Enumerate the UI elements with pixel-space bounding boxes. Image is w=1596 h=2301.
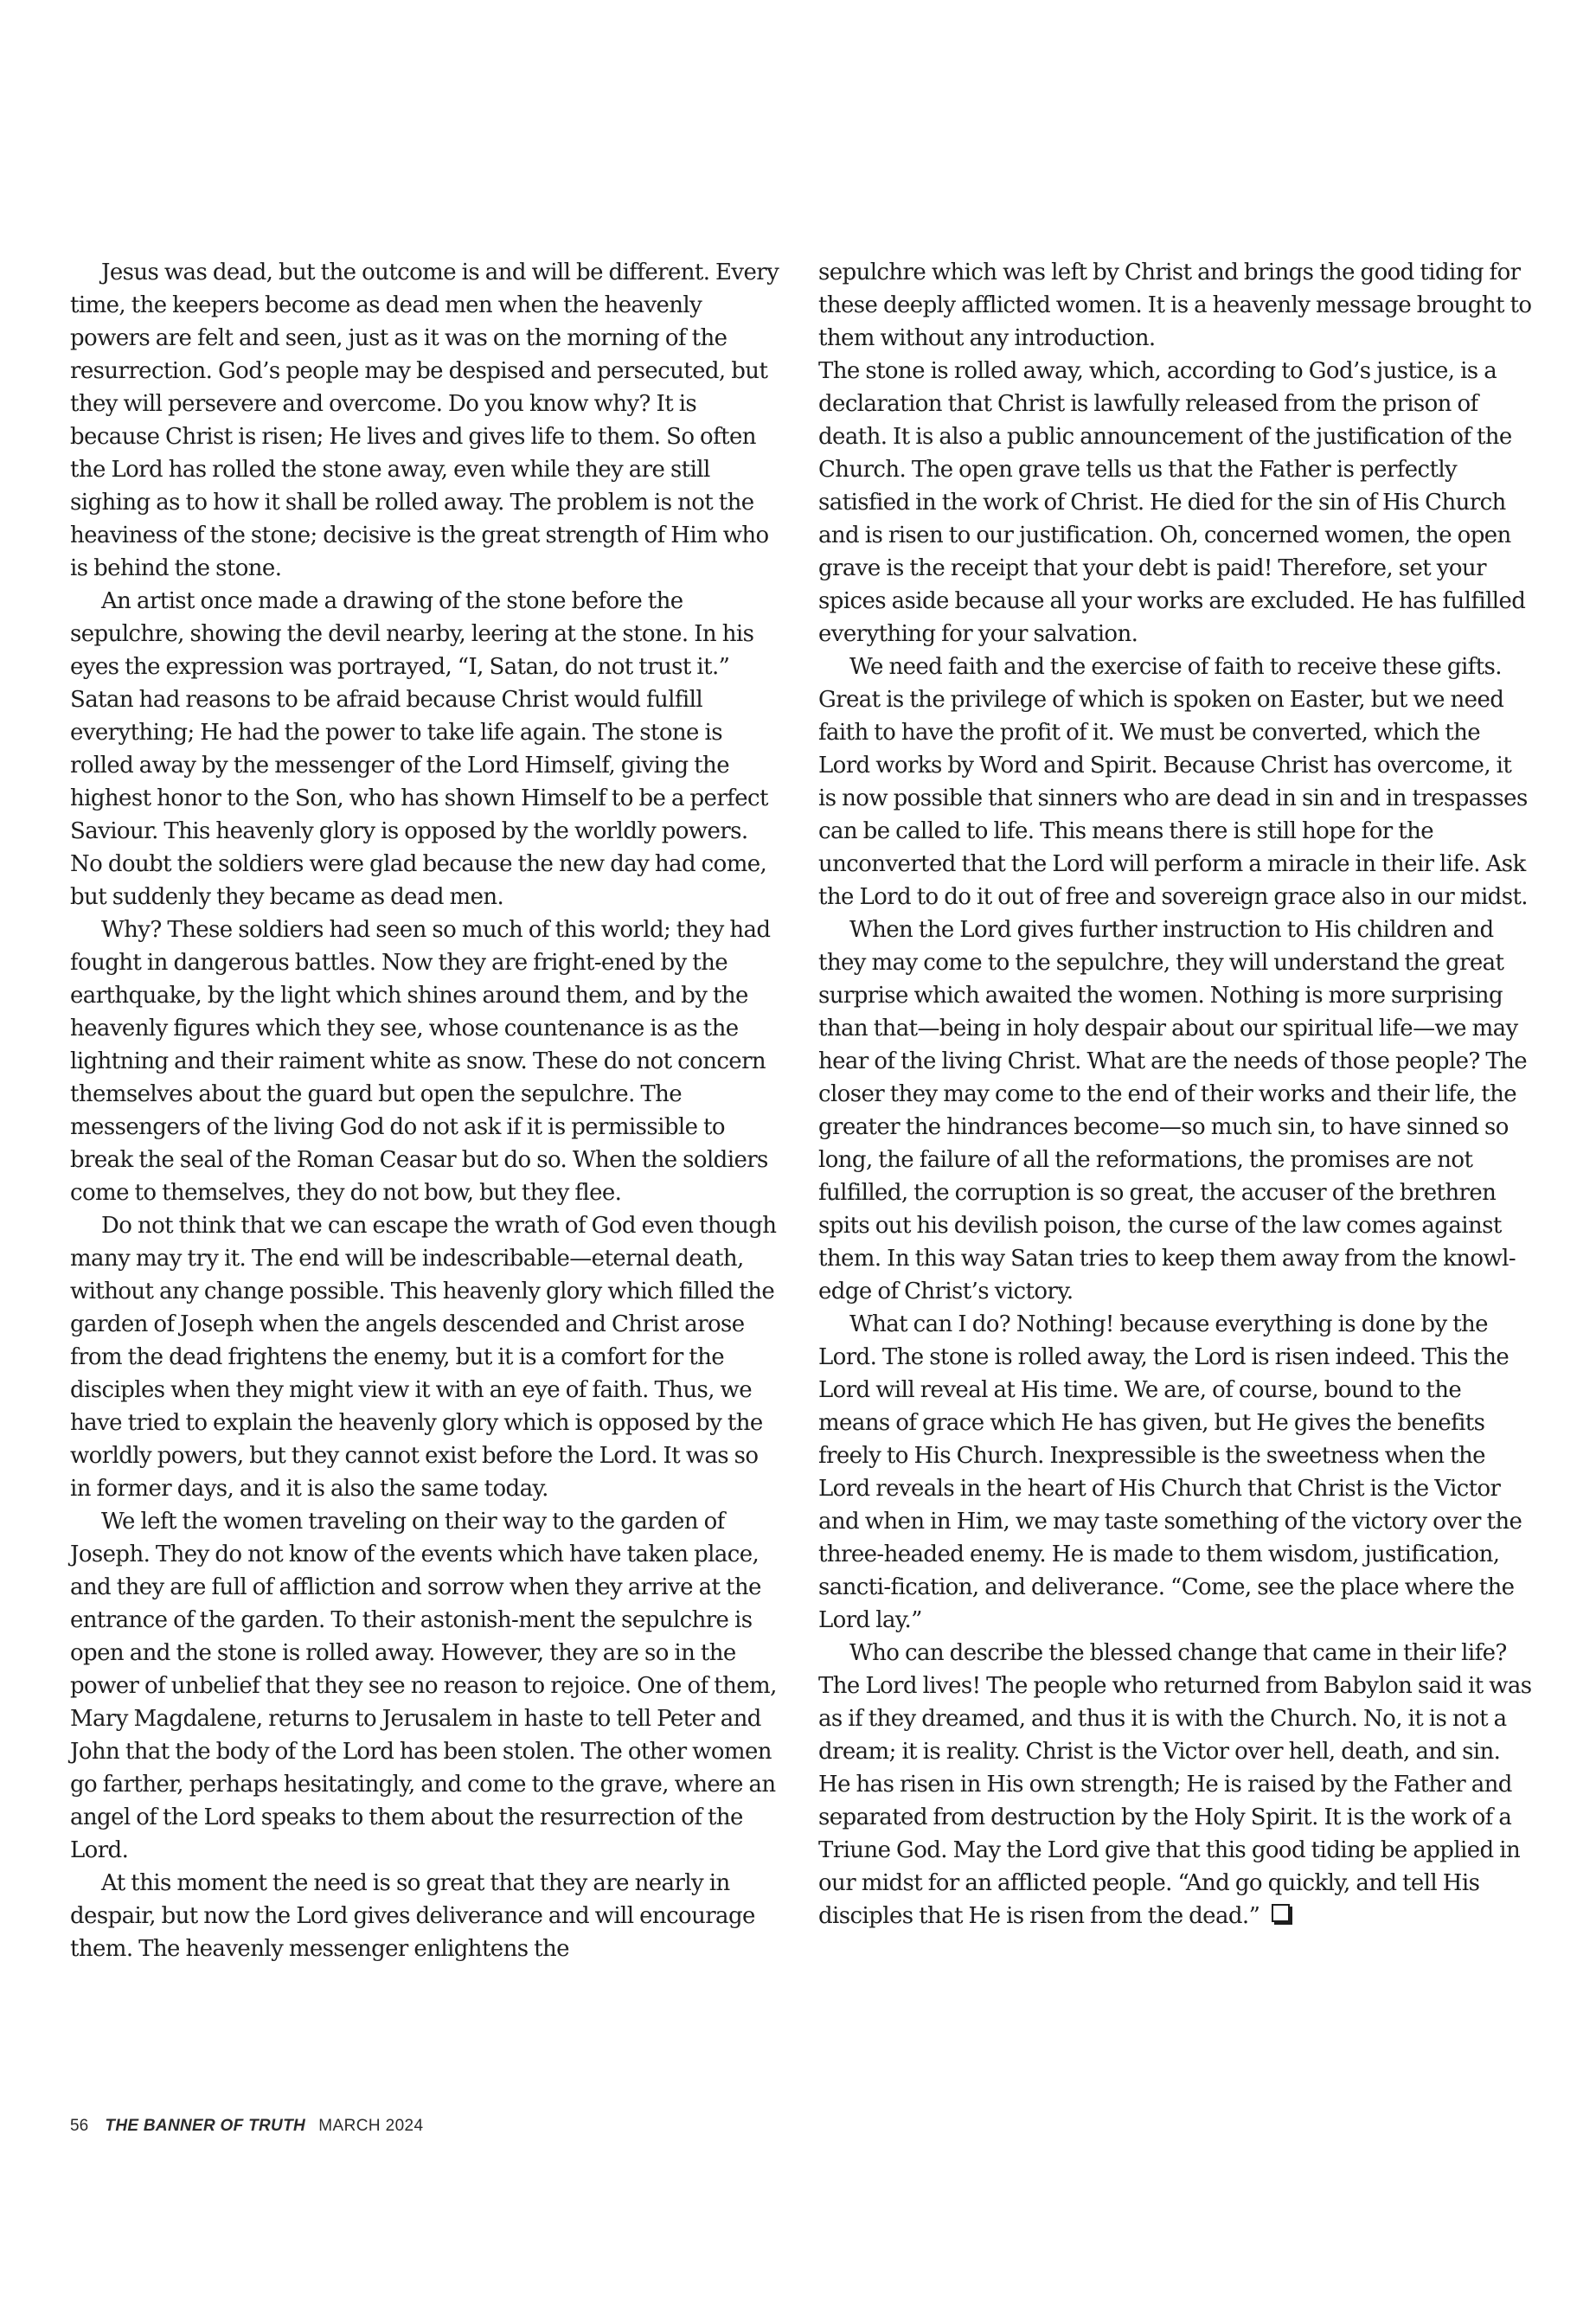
paragraph: When the Lord gives further instruction to His children and they may come to the sepulchre, they will understand the great surprise which awaited the women. Nothing is more surprising than that—being in holy despair about our spiritual life—we may hear of the living Christ. What are the needs of those people? The closer they may come to the end of their works and their life, the greater the hindrances become—so much sin, to have sinned so long, the failure of all the reformations, the promises are not fulfilled, the corruption is so great, the accuser of the brethren spits out his devilish poison, the curse of the law comes against them. In this way Satan tries to keep them away from the knowl-edge of Christ’s victory. <box>818 917 1528 1304</box>
paragraph-final <box>818 1637 1532 1932</box>
end-of-article-box-icon <box>1272 1904 1290 1922</box>
magazine-title: THE BANNER OF TRUTH <box>105 2117 305 2135</box>
paragraph: An artist once made a drawing of the stone before the sepulchre, showing the devil nearby, leering at the stone. In his eyes the expression was portrayed, “I, Satan, do not trust it.” Satan had reasons to be afraid because Christ would fulfill everything; He had the power to take life again. The stone is rolled away by the messenger of the Lord Himself, giving the highest honor to the Son, who has shown Himself to be a perfect Saviour. This heavenly glory is opposed by the worldly powers. No doubt the soldiers were glad because the new day had come, but suddenly they became as dead men. <box>70 588 768 910</box>
paragraph-continued: sepulchre which was left by Christ and brings the good tiding for these deeply afflicted women. It is a heavenly message brought to them without any introduction. <box>818 260 1532 351</box>
paragraph: We left the women traveling on their way to the garden of Joseph. They do not know of the events which have taken place, and they are full of affliction and sorrow when they arrive at the entrance of the garden. To their astonish-ment the sepulchre is open and the stone is rolled away. However, they are so in the power of unbelief that they see no reason to rejoice. One of them, Mary Magdalene, returns to Jerusalem in haste to tell Peter and John that the body of the Lord has been stolen. The other women go farther, perhaps hesitatingly, and come to the grave, where an angel of the Lord speaks to them about the resurrection of the Lord. <box>70 1509 777 1863</box>
paragraph: At this moment the need is so great that they are nearly in despair, but now the Lord gives deliverance and will encourage them. The heavenly messenger enlightens the <box>70 1870 755 1962</box>
final-paragraph-text: Who can describe the blessed change that came in their life? The Lord lives! The people who returned from Babylon said it was as if they dreamed, and thus it is with the Church. No, it is not a dream; it is reality. Christ is the Victor over hell, death, and sin. He has risen in His own strength; He is raised by the Father and separated from destruction by the Holy Spirit. It is the work of a Triune God. May the Lord give that this good tiding be applied in our midst for an afflicted people. “And go quickly, and tell His disciples that He is risen from the dead.” <box>818 1640 1532 1929</box>
paragraph: Why? These soldiers had seen so much of this world; they had fought in dangerous battles. Now they are fright-ened by the earthquake, by the light which shines around them, and by the heavenly figures which they see, whose countenance is as the lightning and their raiment white as snow. These do not concern themselves about the guard but open the sepulchre. The messengers of the living God do not ask if it is permissible to break the seal of the Roman Ceasar but do so. When the soldiers come to themselves, they do not bow, but they flee. <box>70 917 771 1206</box>
issue-date: MARCH 2024 <box>318 2117 424 2135</box>
page-footer <box>70 2117 424 2136</box>
article-column-left <box>70 256 784 1965</box>
paragraph: The stone is rolled away, which, according to God’s justice, is a declaration that Christ is lawfully released from the prison of death. It is also a public announcement of the justification of the Church. The open grave tells us that the Father is perfectly satisfied in the work of Christ. He died for the sin of His Church and is risen to our justification. Oh, concerned women, the open grave is the receipt that your debt is paid! Therefore, set your spices aside because all your works are excluded. He has fulfilled everything for your salvation. <box>818 358 1526 647</box>
page-number: 56 <box>70 2117 89 2135</box>
paragraph: Do not think that we can escape the wrath of God even though many may try it. The end will be indescribable—eternal death, without any change possible. This heavenly glory which filled the garden of Joseph when the angels descended and Christ arose from the dead frightens the enemy, but it is a comfort for the disciples when they might view it with an eye of faith. Thus, we have tried to explain the heavenly glory which is opposed by the worldly powers, but they cannot exist before the Lord. It was so in former days, and it is also the same today. <box>70 1213 777 1502</box>
paragraph: We need faith and the exercise of faith to receive these gifts. Great is the privilege of which is spoken on Easter, but we need faith to have the profit of it. We must be converted, which the Lord works by Word and Spirit. Because Christ has overcome, it is now possible that sinners who are dead in sin and in trespasses can be called to life. This means there is still hope for the unconverted that the Lord will perform a miracle in their life. Ask the Lord to do it out of free and sovereign grace also in our midst. <box>818 654 1528 910</box>
paragraph: Jesus was dead, but the outcome is and will be different. Every time, the keepers become as dead men when the heavenly powers are felt and seen, just as it was on the morning of the resurrection. God’s people may be despised and persecuted, but they will persevere and overcome. Do you know why? It is because Christ is risen; He lives and gives life to them. So often the Lord has rolled the stone away, even while they are still sighing as to how it shall be rolled away. The problem is not the heaviness of the stone; decisive is the great strength of Him who is behind the stone. <box>70 260 779 581</box>
article-column-right <box>818 256 1532 1932</box>
paragraph: What can I do? Nothing! because everything is done by the Lord. The stone is rolled away, the Lord is risen indeed. This the Lord will reveal at His time. We are, of course, bound to the means of grace which He has given, but He gives the benefits freely to His Church. Inexpressible is the sweetness when the Lord reveals in the heart of His Church that Christ is the Victor and when in Him, we may taste something of the victory over the three-headed enemy. He is made to them wisdom, justification, sancti-fication, and deliverance. “Come, see the place where the Lord lay.” <box>818 1311 1522 1633</box>
